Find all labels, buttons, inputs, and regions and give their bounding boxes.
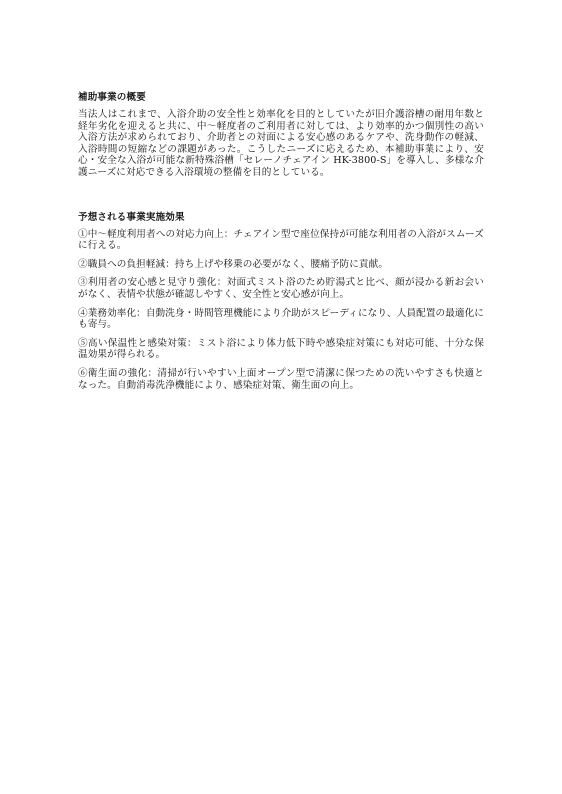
effect-item: ④業務効率化：自動洗身・時間管理機能により介助がスピーディになり、人員配置の最適化にも寄与。: [78, 307, 484, 331]
overview-section: [78, 92, 484, 179]
effect-item: ⑤高い保温性と感染対策：ミスト浴により体力低下時や感染症対策にも対応可能、十分な保温効果が得られる。: [78, 337, 484, 361]
effects-section: [78, 212, 484, 392]
effects-heading: 予想される事業実施効果: [78, 211, 185, 223]
overview-body: 当法人はこれまで、入浴介助の安全性と効率化を目的としていたが旧介護浴槽の耐用年数と経年劣化を迎えると共に、中～軽度者のご利用者に対しては、より効率的かつ個別性の高い入浴方法が求められており、介助者との対面による安心感のあるケアや、洗身動作の軽減、入浴時間の短縮などの課題があった。こうしたニーズに応えるため、本補助事業により、安心・安全な入浴が可能な新特殊浴槽「セレーノチェアイン HK-3800-S」を導入し、多様な介護ニーズに対応できる入浴環境の整備を目的としている。: [78, 109, 484, 178]
effect-item: ①中～軽度利用者への対応力向上：チェアイン型で座位保持が可能な利用者の入浴がスムーズに行える。: [78, 228, 484, 252]
effect-item: ②職員への負担軽減：持ち上げや移乗の必要がなく、腰痛予防に貢献。: [78, 258, 389, 270]
overview-heading: 補助事業の概要: [78, 92, 146, 103]
section-spacer: [78, 179, 484, 212]
effect-item: ⑥衛生面の強化：清掃が行いやすい上面オープン型で清潔に保つための洗いやすさも快適となった。自動消毒洗浄機能により、感染症対策、衛生面の向上。: [78, 367, 485, 391]
effect-item: ③利用者の安心感と見守り強化：対面式ミスト浴のため貯湯式と比べ、顔が浸かる新お会いがなく、表情や状態が確認しやすく、安全性と安心感が向上。: [78, 277, 484, 300]
